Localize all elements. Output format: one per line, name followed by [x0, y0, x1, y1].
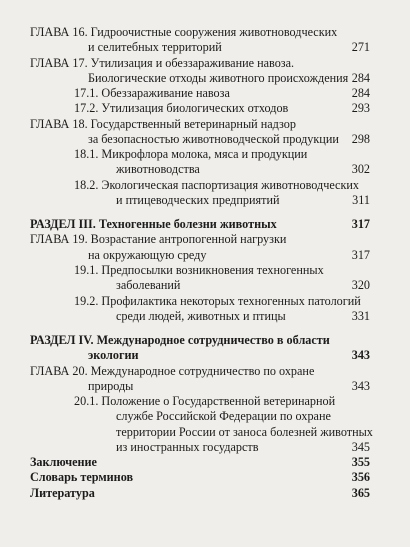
toc-entry-page-number: 356 — [351, 470, 370, 484]
toc-entry-title: территории России от заноса болезней животных — [116, 425, 373, 439]
toc-entry-title: ГЛАВА 16. Гидроочистные сооружения животноводческих — [30, 25, 338, 39]
toc-entry-title: ГЛАВА 19. Возрастание антропогенной нагрузки — [30, 232, 287, 246]
toc-entry-title: РАЗДЕЛ III. Техногенные болезни животных — [30, 217, 277, 231]
toc-entry-title: заболеваний — [116, 278, 181, 292]
toc-entry-title: на окружающую среду — [88, 248, 207, 262]
toc-entry-page-number: 317 — [351, 248, 370, 262]
toc-entry-page-number: 331 — [351, 309, 370, 323]
toc-entry-title: среди людей, животных и птицы — [116, 309, 286, 323]
toc-entry-page-number: 284 — [351, 71, 370, 85]
toc-entry-title: животноводства — [116, 162, 200, 176]
toc-entry-title: и птицеводческих предприятий — [116, 193, 280, 207]
toc-entry-page-number: 343 — [351, 348, 370, 362]
toc-entry-page-number: 284 — [351, 86, 370, 100]
toc-entry-title: 18.2. Экологическая паспортизация животноводческих — [74, 178, 360, 192]
toc-entry-title: Словарь терминов — [30, 470, 134, 484]
toc-entry-page-number: 365 — [351, 486, 370, 500]
toc-entry-title: экологии — [88, 348, 139, 362]
toc-entry-page-number: 355 — [351, 455, 370, 469]
toc-entry-title: 19.1. Предпосылки возникновения техногенных — [74, 263, 324, 277]
toc-entry-title: за безопасностью животноводческой продукции — [88, 132, 339, 146]
toc-entry-page-number: 311 — [352, 193, 370, 207]
toc-entry-title: Биологические отходы животного происхождения — [88, 71, 349, 85]
toc-entry-title: Заключение — [30, 455, 97, 469]
toc-entry-title: 18.1. Микрофлора молока, мяса и продукции — [74, 147, 308, 161]
toc-entry-page-number: 345 — [351, 440, 370, 454]
toc-entry-page-number: 293 — [351, 101, 370, 115]
toc-entry-title: службе Российской Федерации по охране — [116, 409, 331, 423]
toc-entry-title: ГЛАВА 17. Утилизация и обеззараживание навоза. — [30, 56, 295, 70]
toc-entry-title: из иностранных государств — [116, 440, 259, 454]
toc-entry-page-number: 343 — [351, 379, 370, 393]
toc-entry-title: 17.2. Утилизация биологических отходов — [74, 101, 289, 115]
toc-entry-title: природы — [88, 379, 134, 393]
toc-entry-title: Литература — [30, 486, 95, 500]
toc-entry-page-number: 302 — [351, 162, 370, 176]
toc-entry-title: и селитебных территорий — [88, 40, 222, 54]
toc-entry-page-number: 271 — [351, 40, 370, 54]
toc-entry-title: 20.1. Положение о Государственной ветеринарной — [74, 394, 336, 408]
toc-entry-title: 17.1. Обеззараживание навоза — [74, 86, 230, 100]
toc-entry-page-number: 298 — [351, 132, 370, 146]
toc-entry-title: ГЛАВА 20. Международное сотрудничество по охране — [30, 364, 315, 378]
toc-entry-title: 19.2. Профилактика некоторых техногенных патологий — [74, 294, 361, 308]
toc-entry-title: ГЛАВА 18. Государственный ветеринарный надзор — [30, 117, 296, 131]
toc-entry-title: РАЗДЕЛ IV. Международное сотрудничество в области — [30, 333, 330, 347]
toc-entry-page-number: 317 — [351, 217, 370, 231]
toc-entry-page-number: 320 — [351, 278, 370, 292]
